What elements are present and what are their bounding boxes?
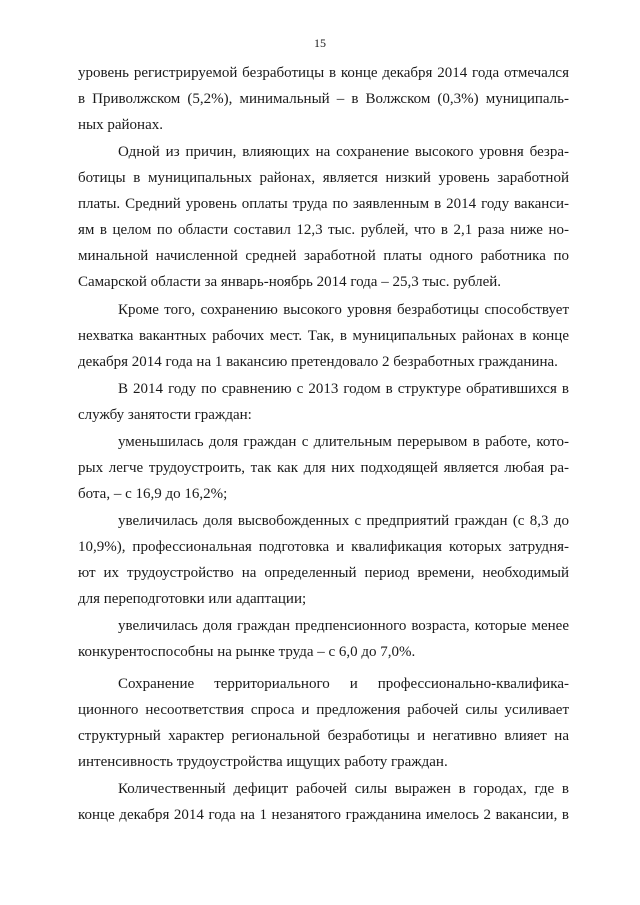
text-line: службу занятости граждан: bbox=[78, 407, 252, 423]
text-line: уменьшилась доля граждан с длительным перерывом в работе, кото- bbox=[118, 434, 569, 450]
text-line: конце декабря 2014 года на 1 незанятого гражданина имелось 2 вакансии, в bbox=[78, 807, 569, 823]
text-line: рых легче трудоустроить, так как для них подходящей является любая ра- bbox=[78, 460, 569, 476]
text-line: увеличилась доля граждан предпенсионного возраста, которые менее bbox=[118, 618, 569, 634]
text-line: 10,9%), профессиональная подготовка и квалификация которых затрудня- bbox=[78, 539, 569, 555]
text-line: конкурентоспособны на рынке труда – с 6,0 до 7,0%. bbox=[78, 644, 416, 660]
text-line: декабря 2014 года на 1 вакансию претендовало 2 безработных гражданина. bbox=[78, 354, 558, 370]
text-line: интенсивность трудоустройства ищущих работу граждан. bbox=[78, 754, 448, 770]
text-line: ям в целом по области составил 12,3 тыс. рублей, что в 2,1 раза ниже но- bbox=[78, 222, 569, 238]
text-line: В 2014 году по сравнению с 2013 годом в структуре обратившихся в bbox=[118, 381, 569, 397]
text-line: Кроме того, сохранению высокого уровня безработицы способствует bbox=[118, 302, 569, 318]
text-line: нехватка вакантных рабочих мест. Так, в муниципальных районах в конце bbox=[78, 328, 569, 344]
text-line: платы. Средний уровень оплаты труда по заявленным в 2014 году ваканси- bbox=[78, 196, 569, 212]
text-line: для переподготовки или адаптации; bbox=[78, 591, 307, 607]
text-line: ных районах. bbox=[78, 117, 163, 133]
text-line: Самарской области за январь-ноябрь 2014 года – 25,3 тыс. рублей. bbox=[78, 274, 502, 290]
text-line: минальной начисленной средней заработной платы одного работника по bbox=[78, 248, 569, 264]
text-line: ют их трудоустройство на определенный период времени, необходимый bbox=[78, 565, 569, 581]
text-line: в Приволжском (5,2%), минимальный – в Волжском (0,3%) муниципаль- bbox=[78, 91, 569, 107]
text-line: Одной из причин, влияющих на сохранение высокого уровня безра- bbox=[118, 144, 569, 160]
text-line: ционного несоответствия спроса и предложения рабочей силы усиливает bbox=[78, 702, 569, 718]
text-line: бота, – с 16,9 до 16,2%; bbox=[78, 486, 228, 502]
text-line: Количественный дефицит рабочей силы выражен в городах, где в bbox=[118, 781, 569, 797]
text-line: структурный характер региональной безработицы и негативно влияет на bbox=[78, 728, 569, 744]
text-line: уровень регистрируемой безработицы в конце декабря 2014 года отмечался bbox=[78, 65, 569, 81]
text-line: ботицы в муниципальных районах, является низкий уровень заработной bbox=[78, 170, 569, 186]
page-number: 15 bbox=[314, 36, 326, 50]
text-line: Сохранение территориального и профессионально-квалифика- bbox=[118, 676, 569, 692]
text-line: увеличилась доля высвобожденных с предприятий граждан (с 8,3 до bbox=[118, 513, 569, 529]
